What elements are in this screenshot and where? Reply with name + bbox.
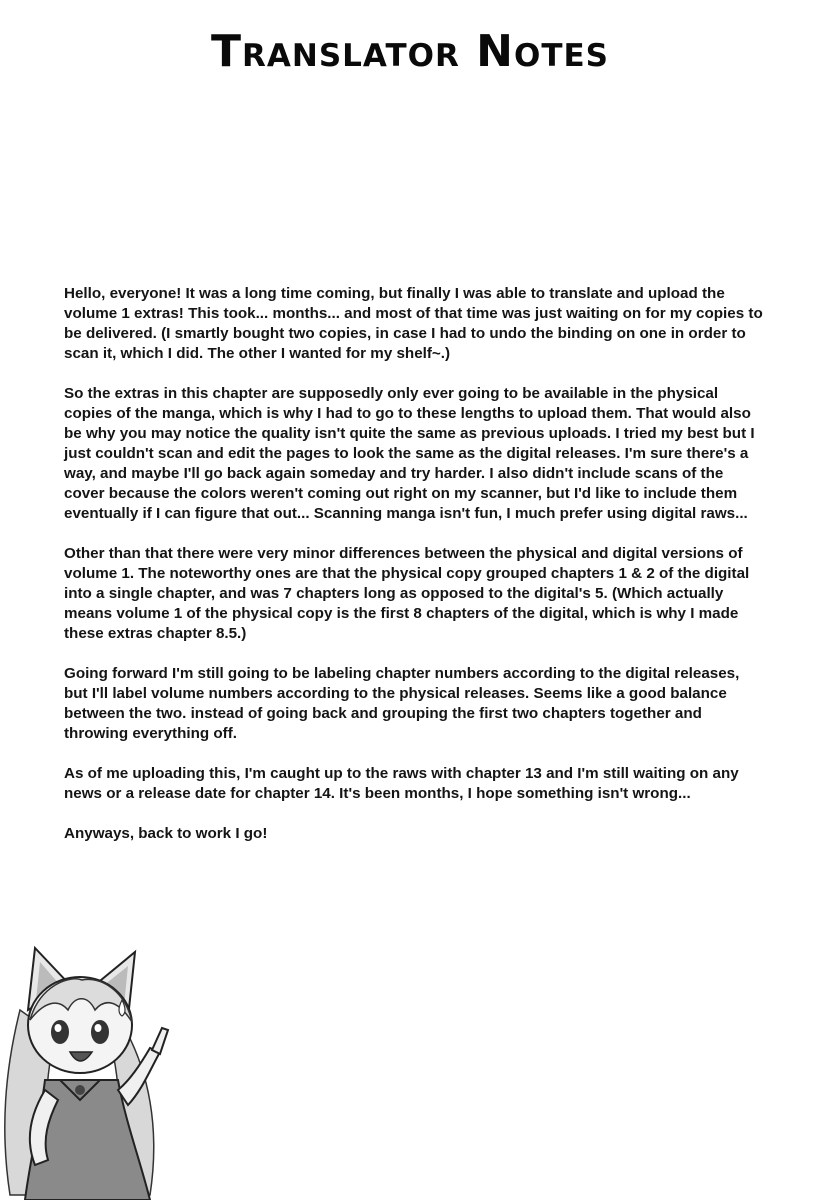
note-paragraph: Hello, everyone! It was a long time coming, but finally I was able to translate and upload the volume 1 extras! This took... months... and most of that time was just waiting on for my copies to be delivered. (I smartly bought two copies, in case I had to undo the binding on one in order to scan it, which I did. The other I wanted for my shelf~.) <box>64 285 763 362</box>
fox-girl-mascot-icon <box>0 940 190 1200</box>
mascot-pointing-finger <box>152 1028 168 1054</box>
note-paragraph: So the extras in this chapter are supposedly only ever going to be available in the physical copies of the manga, which is why I had to go to these lengths to upload them. That would also be why you may notice the quality isn't quite the same as previous uploads. I tried my best but I just couldn't scan and edit the pages to look the same as the digital releases. I'm sure there's a way, and maybe I'll go back again someday and try harder. I also didn't include scans of the cover because the colors weren't coming out right on my scanner, but I'd like to include them eventually if I can figure that out... Scanning manga isn't fun, I much prefer using digital raws... <box>64 385 755 522</box>
note-paragraph: Anyways, back to work I go! <box>64 825 268 842</box>
page-title: Translator Notes <box>211 26 609 77</box>
note-paragraph: Going forward I'm still going to be labeling chapter numbers according to the digital releases, but I'll label volume numbers according to the physical releases. Seems like a good balance between the two. instead of going back and grouping the first two chapters together and throwing everything off. <box>64 665 740 742</box>
note-paragraph: Other than that there were very minor differences between the physical and digital versions of volume 1. The noteworthy ones are that the physical copy grouped chapters 1 & 2 of the digital into a single chapter, and was 7 chapters long as opposed to the digital's 5. (Which actually means volume 1 of the physical copy is the first 8 chapters of the digital, which is why I made these extras chapter 8.5.) <box>64 545 750 642</box>
mascot-right-eye <box>91 1020 109 1044</box>
notes-body <box>64 284 764 864</box>
note-paragraph: As of me uploading this, I'm caught up to the raws with chapter 13 and I'm still waiting on any news or a release date for chapter 14. It's been months, I hope something isn't wrong... <box>64 765 739 802</box>
mascot-left-eye <box>51 1020 69 1044</box>
